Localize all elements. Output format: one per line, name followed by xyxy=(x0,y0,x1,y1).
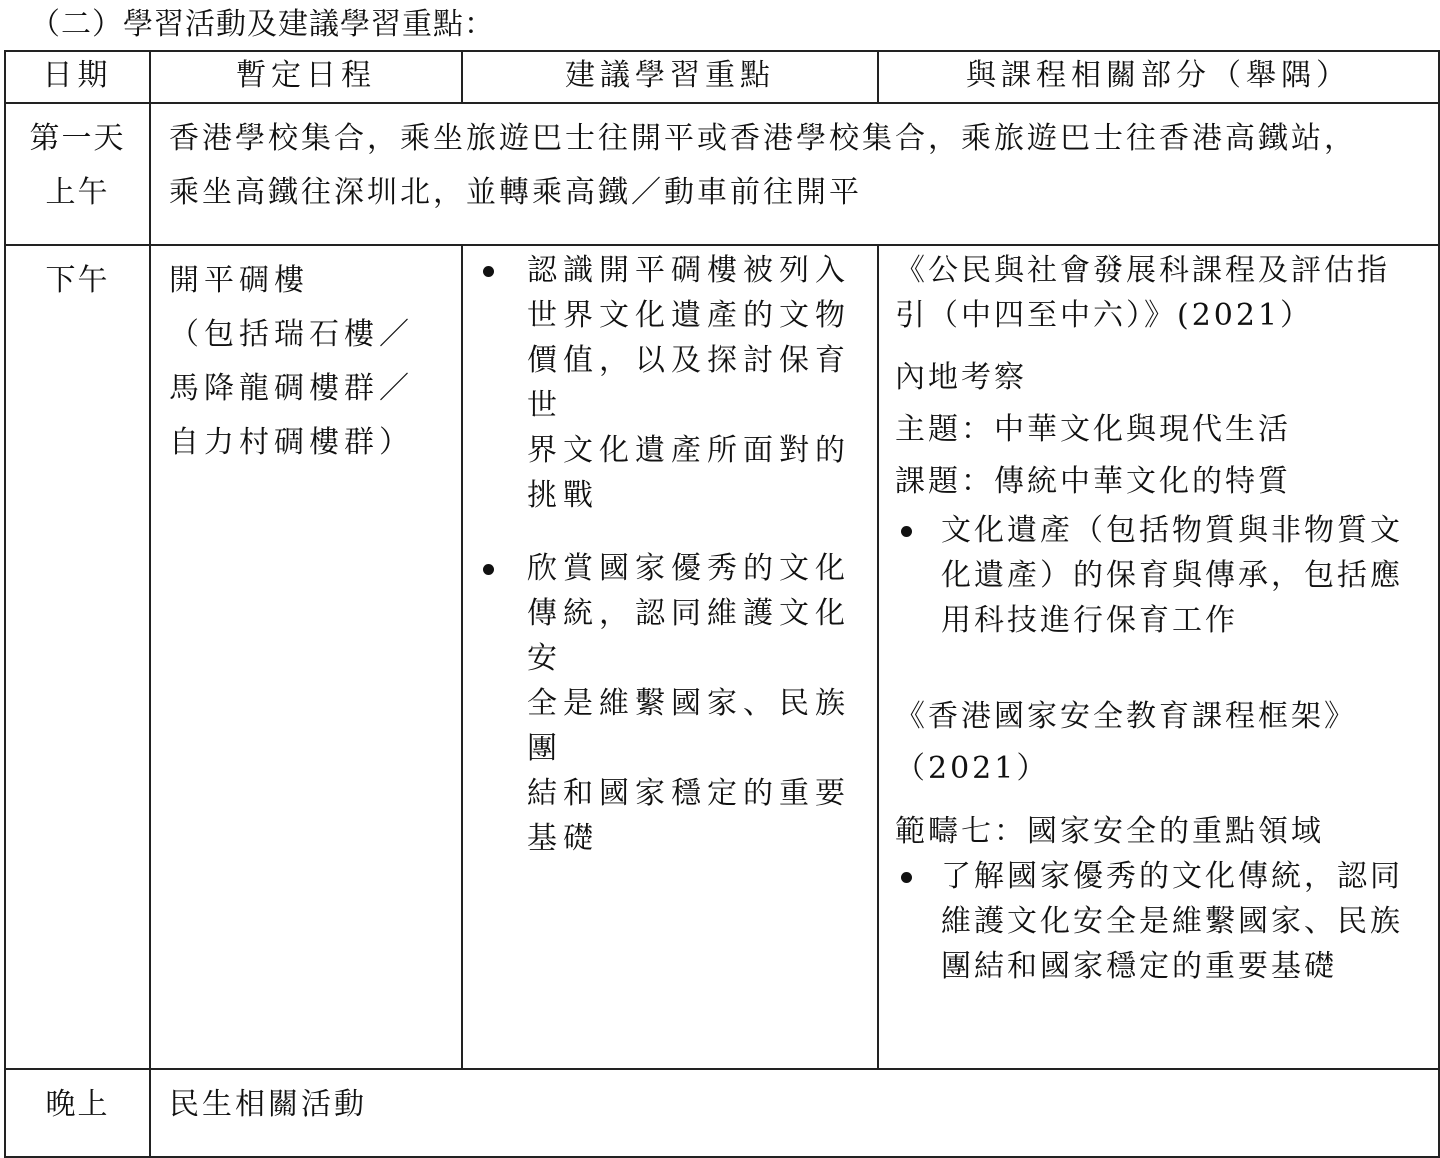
learning-focus-item xyxy=(479,546,863,861)
curriculum-bullet-line: 用科技進行保育工作 xyxy=(941,603,1238,638)
schedule-line: 開平碉樓 xyxy=(169,263,309,298)
evening-activity-cell xyxy=(150,1069,1439,1157)
learning-focus-item xyxy=(479,248,863,518)
schedule-table xyxy=(4,50,1440,1158)
schedule-line: 馬降龍碉樓群／ xyxy=(169,371,414,406)
curriculum-theme: 主題：中華文化與現代生活 xyxy=(895,412,1291,447)
focus-line: 世界文化遺產的文物 xyxy=(527,298,851,333)
curriculum-bullet xyxy=(895,508,1426,643)
itinerary-line: 香港學校集合，乘坐旅遊巴士往開平或香港學校集合，乘旅遊巴士往香港高鐵站， xyxy=(169,121,1357,156)
table-row-afternoon xyxy=(5,245,1439,1069)
section-heading: （二）學習活動及建議學習重點： xyxy=(30,7,495,42)
header-row xyxy=(5,51,1439,103)
curriculum-bullet-line: 文化遺產（包括物質與非物質文 xyxy=(941,513,1403,548)
date-line: 下午 xyxy=(45,263,110,298)
curriculum-bullet-line: 了解國家優秀的文化傳統，認同 xyxy=(941,859,1403,894)
focus-line: 欣賞國家優秀的文化 xyxy=(527,551,851,586)
curriculum-topic: 課題：傳統中華文化的特質 xyxy=(895,464,1291,499)
curriculum-doc-title: 《公民與社會發展科課程及評估指 xyxy=(895,253,1390,288)
itinerary-line: 乘坐高鐵往深圳北，並轉乘高鐵／動車前往開平 xyxy=(169,175,862,210)
curriculum-doc-title: 《香港國家安全教育課程框架》 xyxy=(895,699,1357,734)
header-schedule: 暫定日程 xyxy=(150,51,462,103)
curriculum-bullet-line: 團結和國家穩定的重要基礎 xyxy=(941,949,1337,984)
header-curriculum: 與課程相關部分（舉隅） xyxy=(878,51,1439,103)
focus-line: 結和國家穩定的重要 xyxy=(527,776,851,811)
focus-line: 傳統，認同維護文化安 xyxy=(527,596,851,676)
focus-line: 界文化遺產所面對的 xyxy=(527,433,851,468)
curriculum-bullet-line: 化遺產）的保育與傳承，包括應 xyxy=(941,558,1403,593)
curriculum-area: 內地考察 xyxy=(895,360,1027,395)
date-cell-day1-morning xyxy=(5,103,150,245)
evening-activity: 民生相關活動 xyxy=(169,1087,367,1122)
focus-line: 價值，以及探討保育世 xyxy=(527,343,851,423)
date-cell-evening xyxy=(5,1069,150,1157)
table-row-day1-morning xyxy=(5,103,1439,245)
bullet-icon xyxy=(901,526,912,537)
schedule-line: 自力村碉樓群） xyxy=(169,425,414,460)
bullet-icon xyxy=(901,872,912,883)
focus-line: 全是維繫國家、民族團 xyxy=(527,686,851,766)
table-row-evening xyxy=(5,1069,1439,1157)
morning-itinerary-cell xyxy=(150,103,1439,245)
date-line: 晚上 xyxy=(45,1087,110,1122)
curriculum-doc-title: 引（中四至中六）》(2021） xyxy=(895,298,1314,333)
date-cell-afternoon xyxy=(5,245,150,1069)
curriculum-doc-title: （2021） xyxy=(895,751,1050,786)
schedule-cell-afternoon xyxy=(150,245,462,1069)
header-date: 日期 xyxy=(5,51,150,103)
curriculum-bullet xyxy=(895,854,1426,989)
header-learning-focus: 建議學習重點 xyxy=(462,51,878,103)
focus-line: 基礎 xyxy=(527,821,599,856)
date-line: 上午 xyxy=(45,175,110,210)
curriculum-cell xyxy=(878,245,1439,1069)
schedule-line: （包括瑞石樓／ xyxy=(169,317,414,352)
focus-line: 認識開平碉樓被列入 xyxy=(527,253,851,288)
bullet-icon xyxy=(483,266,494,277)
bullet-icon xyxy=(483,564,494,575)
focus-line: 挑戰 xyxy=(527,478,599,513)
date-line: 第一天 xyxy=(29,121,126,156)
learning-focus-cell xyxy=(462,245,878,1069)
curriculum-bullet-line: 維護文化安全是維繫國家、民族 xyxy=(941,904,1403,939)
curriculum-domain: 範疇七：國家安全的重點領域 xyxy=(895,814,1324,849)
